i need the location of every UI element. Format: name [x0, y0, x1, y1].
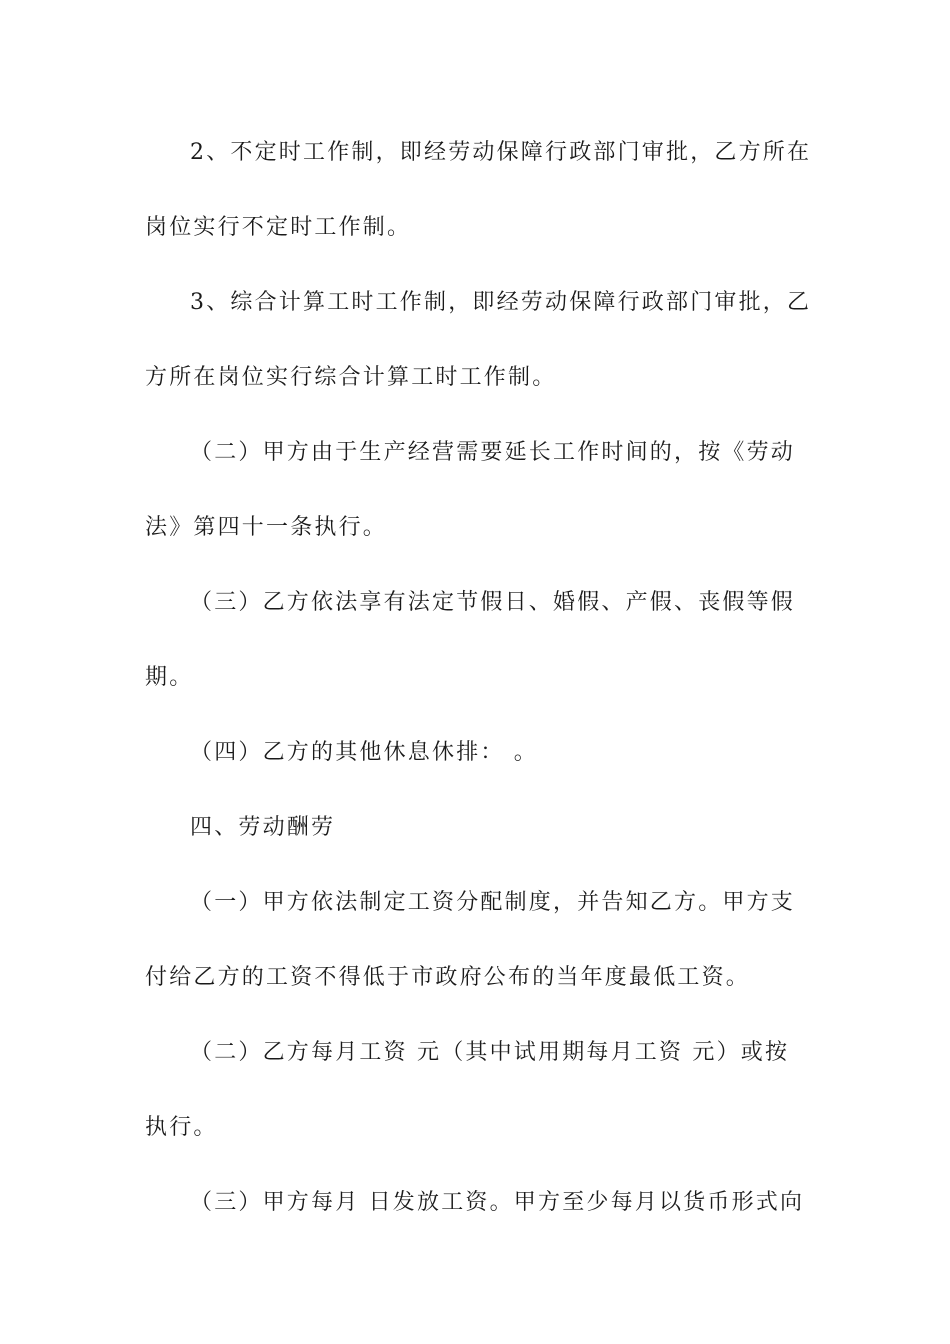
text-line: 方所在岗位实行综合计算工时工作制。	[145, 365, 557, 390]
text-line: （三）乙方依法享有法定节假日、婚假、产假、丧假等假	[190, 590, 796, 615]
text-line: 付给乙方的工资不得低于市政府公布的当年度最低工资。	[145, 965, 751, 990]
text-line: 执行。	[145, 1115, 218, 1140]
text-line: 2、不定时工作制，即经劳动保障行政部门审批，乙方所在	[190, 140, 812, 165]
text-line: 期。	[145, 665, 194, 690]
text-line: （二）乙方每月工资 元（其中试用期每月工资 元）或按	[190, 1040, 790, 1065]
text-line: （四）乙方的其他休息休排： 。	[190, 740, 538, 765]
section-heading: 四、劳动酬劳	[190, 815, 336, 840]
text-line: （二）甲方由于生产经营需要延长工作时间的，按《劳动	[190, 440, 796, 465]
text-line: 3、综合计算工时工作制，即经劳动保障行政部门审批，乙	[190, 290, 812, 315]
text-line: （三）甲方每月 日发放工资。甲方至少每月以货币形式向	[190, 1190, 805, 1215]
text-line: 法》第四十一条执行。	[145, 515, 388, 540]
text-line: 岗位实行不定时工作制。	[145, 215, 412, 240]
text-line: （一）甲方依法制定工资分配制度，并告知乙方。甲方支	[190, 890, 796, 915]
